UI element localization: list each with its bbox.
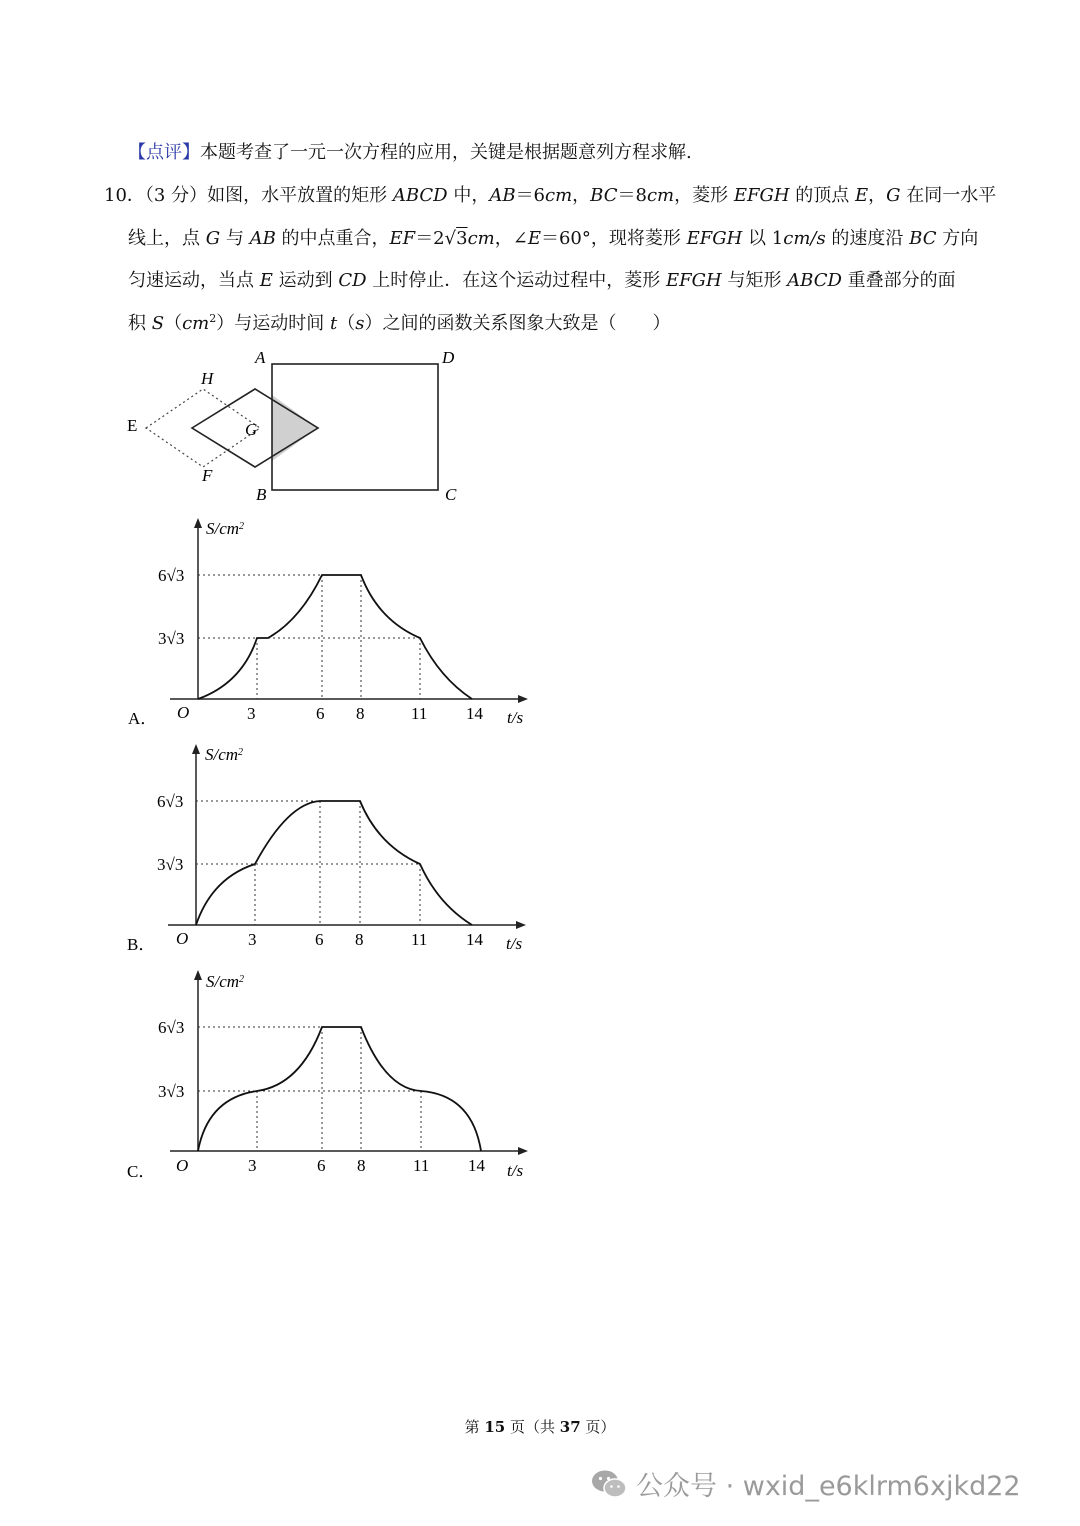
math-var: cm: [182, 313, 210, 334]
x-tick-6: 6: [315, 930, 324, 949]
question-text: ）与运动时间: [216, 313, 330, 334]
footer-text: 第: [464, 1418, 485, 1436]
question-text: ，菱形: [674, 185, 734, 206]
x-tick-6: 6: [317, 1156, 326, 1175]
question-text: 方向: [936, 228, 979, 249]
label-b: B: [256, 485, 267, 504]
question-text: 如图，水平放置的矩形: [207, 185, 393, 206]
footer-text: 页）: [580, 1418, 616, 1436]
math-var: EFGH: [666, 270, 722, 291]
math-var: AB: [249, 228, 276, 249]
wechat-icon: [590, 1468, 628, 1507]
question-text: 积: [128, 313, 152, 334]
math-var: t: [329, 313, 338, 334]
math-var: EF: [389, 228, 416, 249]
question-text: 重叠部分的面: [841, 270, 956, 291]
math-var: cm/s: [783, 228, 826, 249]
math-var: G: [205, 228, 221, 249]
question-text: 与矩形: [721, 270, 788, 291]
question-text: ）之间的函数关系图象大致是（ ）: [364, 313, 671, 334]
y-axis-arrow: [192, 744, 200, 754]
graph-c: [127, 970, 528, 1181]
origin-label: O: [176, 1156, 189, 1175]
sqrt-radicand: 3: [456, 228, 468, 249]
option-letter-c: C．: [127, 1162, 156, 1181]
sqrt-sign: √: [444, 228, 457, 249]
y-tick-6sqrt3: 6√3: [158, 1018, 185, 1037]
math-var: BC: [909, 228, 937, 249]
question-text: 运动到: [272, 270, 339, 291]
question-text: 与: [220, 228, 250, 249]
y-tick-3sqrt3: 3√3: [158, 1082, 185, 1101]
label-e: E: [127, 416, 138, 435]
y-tick-6sqrt3: 6√3: [158, 566, 185, 585]
curve-c: [198, 1027, 481, 1151]
x-tick-11: 11: [411, 930, 428, 949]
x-axis-arrow: [518, 1147, 528, 1155]
x-axis-arrow: [518, 695, 528, 703]
curve-a: [198, 575, 472, 699]
origin-label: O: [176, 929, 189, 948]
x-axis-label: t/s: [506, 934, 523, 953]
question-text: 上时停止．在这个运动过程中，菱形: [366, 270, 666, 291]
label-h: H: [201, 369, 214, 388]
math-var: E: [855, 185, 869, 206]
watermark: [590, 1464, 1021, 1507]
origin-label: O: [177, 703, 190, 722]
math-var: E: [527, 228, 541, 249]
math-var: BC: [590, 185, 618, 206]
label-g: G: [245, 420, 258, 439]
math-var: CD: [338, 270, 367, 291]
question-text: 的速度沿: [825, 228, 910, 249]
y-tick-6sqrt3: 6√3: [157, 792, 184, 811]
math-var: G: [886, 185, 901, 206]
y-tick-3sqrt3: 3√3: [157, 855, 184, 874]
x-tick-6: 6: [316, 704, 325, 723]
label-d: D: [442, 348, 455, 367]
label-c: C: [445, 485, 457, 504]
y-axis-arrow: [194, 970, 202, 980]
y-axis-label: $S/cm^2$: [205, 745, 244, 764]
total-pages: 37: [559, 1418, 581, 1436]
math-var: cm: [646, 185, 675, 206]
graph-a: [128, 518, 528, 728]
math-var: S: [151, 313, 165, 334]
math-var: EFGH: [733, 185, 790, 206]
x-tick-8: 8: [357, 1156, 366, 1175]
graph-b: [127, 744, 526, 954]
question-text: 的中点重合，: [275, 228, 390, 249]
x-tick-11: 11: [411, 704, 428, 723]
option-letter-a: A．: [128, 709, 158, 728]
question-text: 在同一水平: [900, 185, 997, 206]
question-text: （: [337, 313, 356, 334]
label-f: F: [202, 466, 213, 485]
question-text: 中，: [447, 185, 490, 206]
x-tick-14: 14: [466, 930, 483, 949]
math-var: EFGH: [686, 228, 743, 249]
x-tick-14: 14: [466, 704, 483, 723]
question-text: ，: [572, 185, 591, 206]
footer-text: 页（共: [505, 1418, 560, 1436]
option-letter-b: B．: [127, 935, 156, 954]
question-text: ＝8: [617, 185, 647, 206]
rhombus-original: [146, 389, 260, 467]
math-var: s: [355, 313, 365, 334]
x-tick-3: 3: [247, 704, 256, 723]
guide-lines: [198, 1027, 421, 1151]
guide-lines: [196, 801, 420, 925]
question-text: ＝2: [415, 228, 445, 249]
question-text: 的顶点: [789, 185, 856, 206]
question-text: ，∠: [494, 228, 528, 249]
watermark-text: 公众号 · wxid_e6klrm6xjkd22: [636, 1471, 1021, 1502]
question-text: 匀速运动，当点: [128, 270, 260, 291]
x-tick-14: 14: [468, 1156, 485, 1175]
x-axis-arrow: [516, 921, 526, 929]
question-text: ＝60°，现将菱形: [540, 228, 687, 249]
question-text: ，: [868, 185, 887, 206]
question-number: 10．: [104, 185, 145, 206]
review-tag: 【点评】: [128, 142, 200, 163]
geometry-figure: [127, 348, 457, 504]
math-var: AB: [489, 185, 516, 206]
x-axis-label: t/s: [507, 708, 524, 727]
x-tick-8: 8: [356, 704, 365, 723]
y-axis-label: $S/cm^2$: [206, 519, 245, 538]
overlap-region: [272, 395, 318, 461]
curve-b: [196, 801, 472, 925]
review-text: 本题考查了一元一次方程的应用，关键是根据题意列方程求解.: [200, 142, 692, 163]
x-tick-11: 11: [413, 1156, 430, 1175]
math-var: E: [259, 270, 273, 291]
y-tick-3sqrt3: 3√3: [158, 629, 185, 648]
question-text: 线上，点: [128, 228, 206, 249]
x-tick-3: 3: [248, 930, 257, 949]
question-score: （3 分）: [144, 185, 208, 206]
math-var: cm: [467, 228, 495, 249]
question-text: （: [164, 313, 183, 334]
x-tick-8: 8: [355, 930, 364, 949]
superscript: 2: [209, 312, 217, 325]
page-number: 15: [484, 1418, 506, 1436]
question-text: 以 1: [742, 228, 784, 249]
math-var: cm: [545, 185, 573, 206]
math-var: ABCD: [392, 185, 448, 206]
math-var: ABCD: [787, 270, 842, 291]
label-a: A: [255, 348, 266, 367]
y-axis-label: $S/cm^2$: [206, 972, 245, 991]
guide-lines: [198, 575, 420, 699]
page-footer: [0, 1416, 1080, 1437]
x-tick-3: 3: [248, 1156, 257, 1175]
x-axis-label: t/s: [507, 1161, 524, 1180]
question-text: ＝6: [515, 185, 546, 206]
y-axis-arrow: [194, 518, 202, 528]
